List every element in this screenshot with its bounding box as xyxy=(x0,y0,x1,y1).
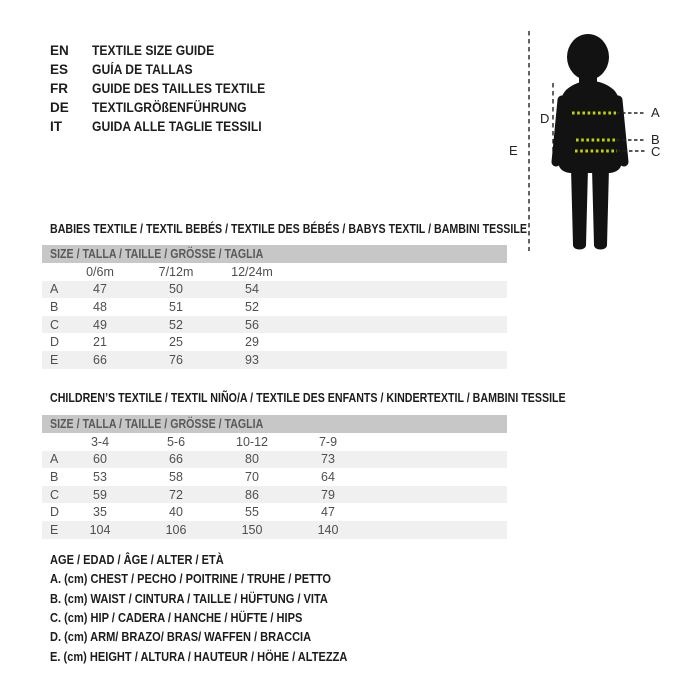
language-code: IT xyxy=(50,119,62,134)
legend-hip: C. (cm) HIP / CADERA / HANCHE / HÜFTE / HIPS xyxy=(50,610,303,626)
cell-value: 21 xyxy=(93,335,107,350)
table-column-headers xyxy=(42,433,507,451)
row-label: D xyxy=(50,335,60,350)
children-size-table xyxy=(42,415,507,539)
measure-label-chest: A xyxy=(651,105,660,120)
language-code: FR xyxy=(50,81,68,96)
cell-value: 29 xyxy=(245,335,259,350)
cell-value: 53 xyxy=(93,469,107,484)
column-header: 10-12 xyxy=(236,434,268,449)
cell-value: 58 xyxy=(169,469,183,484)
language-row-de xyxy=(50,98,285,117)
row-label: A xyxy=(50,282,59,297)
table-row-arm xyxy=(42,333,507,351)
cell-value: 104 xyxy=(89,522,111,537)
measure-label-height: E xyxy=(509,143,518,158)
legend-height: E. (cm) HEIGHT / ALTURA / HAUTEUR / HÖHE / ALTEZZA xyxy=(50,648,348,664)
column-header: 5-6 xyxy=(166,434,186,449)
table-row-waist xyxy=(42,298,507,316)
table-row-height xyxy=(42,351,507,369)
silhouette-torso xyxy=(557,81,623,173)
cell-value: 47 xyxy=(93,282,107,297)
language-label: TEXTILE SIZE GUIDE xyxy=(92,43,215,58)
silhouette-right-arm xyxy=(618,100,624,162)
table-row-hip xyxy=(42,316,507,334)
table-row-waist xyxy=(42,468,507,486)
language-label: GUIDA ALLE TAGLIE TESSILI xyxy=(92,119,262,134)
legend-age: AGE / EDAD / ÂGE / ALTER / ETÀ xyxy=(50,552,224,568)
cell-value: 55 xyxy=(245,505,259,520)
cell-value: 50 xyxy=(169,282,183,297)
language-code: ES xyxy=(50,62,69,77)
row-label: B xyxy=(50,469,59,484)
cell-value: 64 xyxy=(321,469,335,484)
table-row-hip xyxy=(42,486,507,504)
measurement-legend xyxy=(50,550,400,666)
cell-value: 80 xyxy=(245,452,259,467)
language-code: DE xyxy=(50,100,69,115)
language-title-list xyxy=(50,41,285,136)
table-header: SIZE / TALLA / TAILLE / GRÖSSE / TAGLIA xyxy=(42,415,507,433)
measure-label-hip: C xyxy=(651,144,661,159)
legend-chest: A. (cm) CHEST / PECHO / POITRINE / TRUHE / PETTO xyxy=(50,571,331,587)
language-row-fr xyxy=(50,79,285,98)
cell-value: 51 xyxy=(169,299,183,314)
cell-value: 150 xyxy=(241,522,263,537)
cell-value: 59 xyxy=(93,487,107,502)
cell-value: 93 xyxy=(245,352,259,367)
cell-value: 56 xyxy=(245,317,259,332)
row-label: C xyxy=(50,487,60,502)
language-label: GUÍA DE TALLAS xyxy=(92,62,193,77)
table-row-chest xyxy=(42,281,507,299)
cell-value: 35 xyxy=(93,505,107,520)
cell-value: 49 xyxy=(93,317,107,332)
cell-value: 66 xyxy=(93,352,107,367)
column-header: 3-4 xyxy=(90,434,110,449)
cell-value: 47 xyxy=(321,505,335,520)
measure-label-waist: B xyxy=(651,132,660,147)
row-label: B xyxy=(50,299,59,314)
cell-value: 72 xyxy=(169,487,183,502)
silhouette-left-arm xyxy=(556,100,562,162)
column-header: 0/6m xyxy=(86,264,114,279)
column-header: 7/12m xyxy=(158,264,194,279)
cell-value: 76 xyxy=(169,352,183,367)
cell-value: 73 xyxy=(321,452,335,467)
cell-value: 70 xyxy=(245,469,259,484)
cell-value: 66 xyxy=(169,452,183,467)
column-header: 7-9 xyxy=(318,434,338,449)
legend-arm: D. (cm) ARM/ BRAZO/ BRAS/ WAFFEN / BRACCIA xyxy=(50,629,312,645)
language-row-es xyxy=(50,60,285,79)
table-row-chest xyxy=(42,451,507,469)
cell-value: 79 xyxy=(321,487,335,502)
cell-value: 54 xyxy=(245,282,259,297)
row-label: D xyxy=(50,505,60,520)
row-label: E xyxy=(50,352,59,367)
row-label: E xyxy=(50,522,59,537)
row-label: C xyxy=(50,317,60,332)
table-row-height xyxy=(42,521,507,539)
language-label: GUIDE DES TAILLES TEXTILE xyxy=(92,81,266,96)
babies-table-title: BABIES TEXTILE / TEXTIL BEBÉS / TEXTILE DES BÉBÉS / BABYS TEXTIL / BAMBINI TESSILE xyxy=(50,221,528,236)
babies-size-table xyxy=(42,245,507,369)
cell-value: 106 xyxy=(165,522,187,537)
language-code: EN xyxy=(50,43,69,58)
cell-value: 52 xyxy=(169,317,183,332)
table-column-headers xyxy=(42,263,507,281)
cell-value: 25 xyxy=(169,335,183,350)
children-table-title: CHILDREN’S TEXTILE / TEXTIL NIÑO/A / TEXTILE DES ENFANTS / KINDERTEXTIL / BAMBINI TESSILE xyxy=(50,390,566,405)
table-row-arm xyxy=(42,503,507,521)
column-header: 12/24m xyxy=(231,264,273,279)
language-row-it xyxy=(50,117,285,136)
silhouette-right-leg xyxy=(592,168,609,250)
cell-value: 48 xyxy=(93,299,107,314)
legend-waist: B. (cm) WAIST / CINTURA / TAILLE / HÜFTUNG / VITA xyxy=(50,590,328,606)
table-header: SIZE / TALLA / TAILLE / GRÖSSE / TAGLIA xyxy=(42,245,507,263)
cell-value: 60 xyxy=(93,452,107,467)
language-label: TEXTILGRÖßENFÜHRUNG xyxy=(92,100,247,115)
silhouette-left-leg xyxy=(571,168,588,250)
cell-value: 86 xyxy=(245,487,259,502)
cell-value: 52 xyxy=(245,299,259,314)
cell-value: 40 xyxy=(169,505,183,520)
measure-label-arm: D xyxy=(540,111,550,126)
row-label: A xyxy=(50,452,59,467)
language-row-en xyxy=(50,41,285,60)
cell-value: 140 xyxy=(317,522,339,537)
